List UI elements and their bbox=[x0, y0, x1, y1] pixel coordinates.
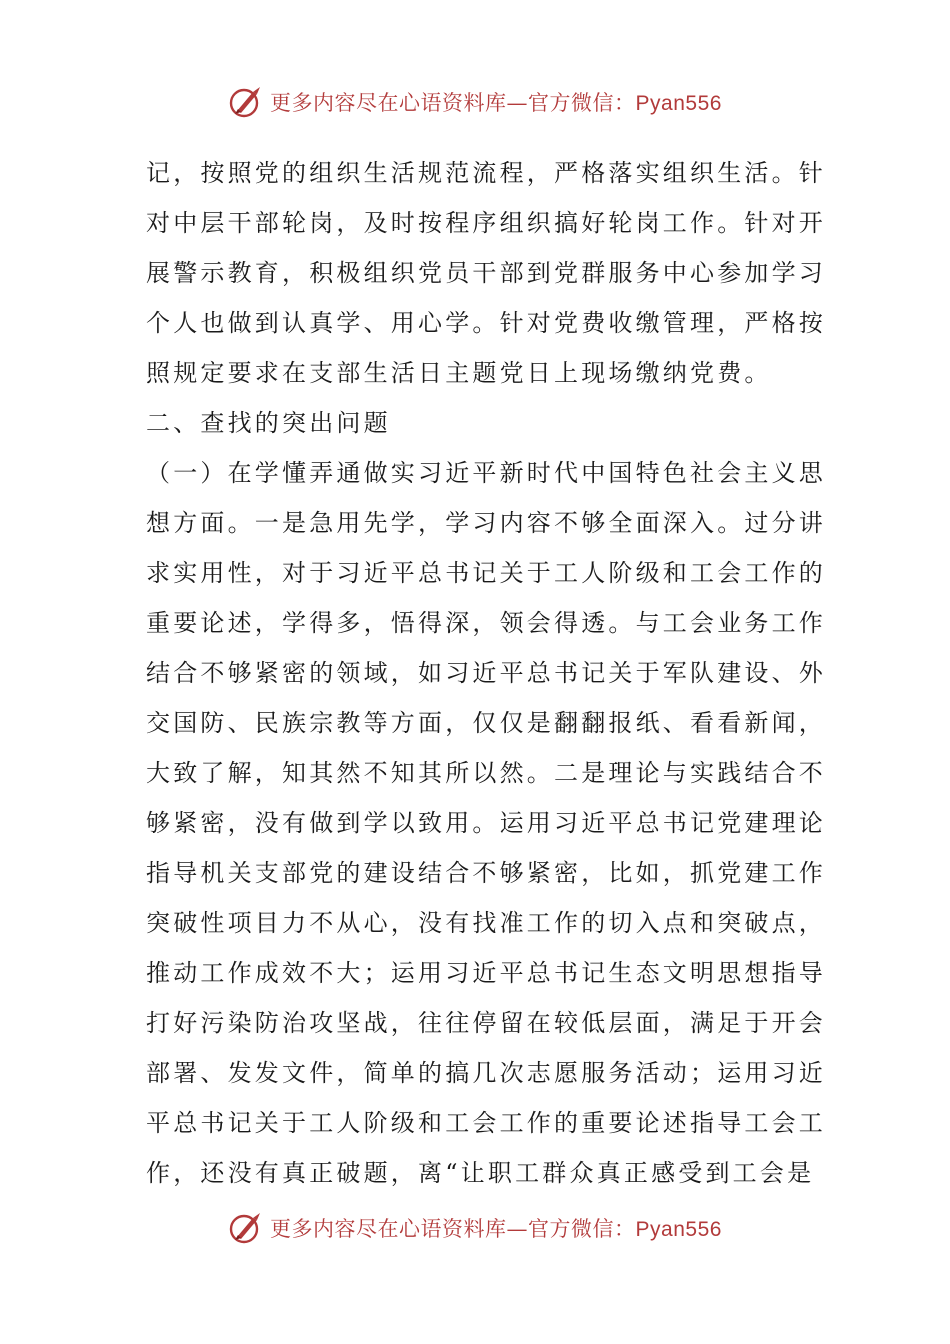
wechat-id: Pyan556 bbox=[635, 92, 722, 115]
quill-pen-logo-icon bbox=[228, 84, 264, 120]
section-heading: 二、查找的突出问题 bbox=[146, 409, 391, 437]
quill-pen-logo-icon bbox=[228, 1210, 264, 1246]
text-line: 对中层干部轮岗，及时按程序组织搞好轮岗工作。针对开 bbox=[146, 209, 826, 237]
text-line: 交国防、民族宗教等方面，仅仅是翻翻报纸、看看新闻， bbox=[146, 709, 826, 737]
text-line: 部署、发发文件，简单的搞几次志愿服务活动；运用习近 bbox=[146, 1059, 826, 1087]
text-line: 突破性项目力不从心，没有找准工作的切入点和突破点， bbox=[146, 909, 826, 937]
text-line: 记，按照党的组织生活规范流程，严格落实组织生活。针 bbox=[146, 159, 826, 187]
banner-text: 更多内容尽在心语资料库—官方微信：Pyan556 bbox=[270, 91, 722, 115]
header-banner bbox=[0, 82, 950, 122]
text-line: 指导机关支部党的建设结合不够紧密，比如，抓党建工作 bbox=[146, 859, 826, 887]
text-line: 想方面。一是急用先学，学习内容不够全面深入。过分讲 bbox=[146, 509, 826, 537]
text-line: （一）在学懂弄通做实习近平新时代中国特色社会主义思 bbox=[146, 459, 826, 487]
text-line: 求实用性，对于习近平总书记关于工人阶级和工会工作的 bbox=[146, 559, 826, 587]
wechat-id: Pyan556 bbox=[635, 1218, 722, 1241]
text-line: 打好污染防治攻坚战，往往停留在较低层面，满足于开会 bbox=[146, 1009, 826, 1037]
document-body bbox=[146, 148, 826, 1198]
footer-banner bbox=[0, 1208, 950, 1248]
text-line: 重要论述，学得多，悟得深，领会得透。与工会业务工作 bbox=[146, 609, 826, 637]
text-line: 展警示教育，积极组织党员干部到党群服务中心参加学习 bbox=[146, 259, 826, 287]
text-line: 照规定要求在支部生活日主题党日上现场缴纳党费。 bbox=[146, 359, 772, 387]
text-line: 推动工作成效不大；运用习近平总书记生态文明思想指导 bbox=[146, 959, 826, 987]
banner-text: 更多内容尽在心语资料库—官方微信：Pyan556 bbox=[270, 1217, 722, 1241]
text-line: 平总书记关于工人阶级和工会工作的重要论述指导工会工 bbox=[146, 1109, 826, 1137]
text-line: 够紧密，没有做到学以致用。运用习近平总书记党建理论 bbox=[146, 809, 826, 837]
text-line: 结合不够紧密的领域，如习近平总书记关于军队建设、外 bbox=[146, 659, 826, 687]
text-line: 个人也做到认真学、用心学。针对党费收缴管理，严格按 bbox=[146, 309, 826, 337]
text-line: 大致了解，知其然不知其所以然。二是理论与实践结合不 bbox=[146, 759, 826, 787]
text-line: 作，还没有真正破题，离“让职工群众真正感受到工会是 bbox=[146, 1159, 815, 1187]
